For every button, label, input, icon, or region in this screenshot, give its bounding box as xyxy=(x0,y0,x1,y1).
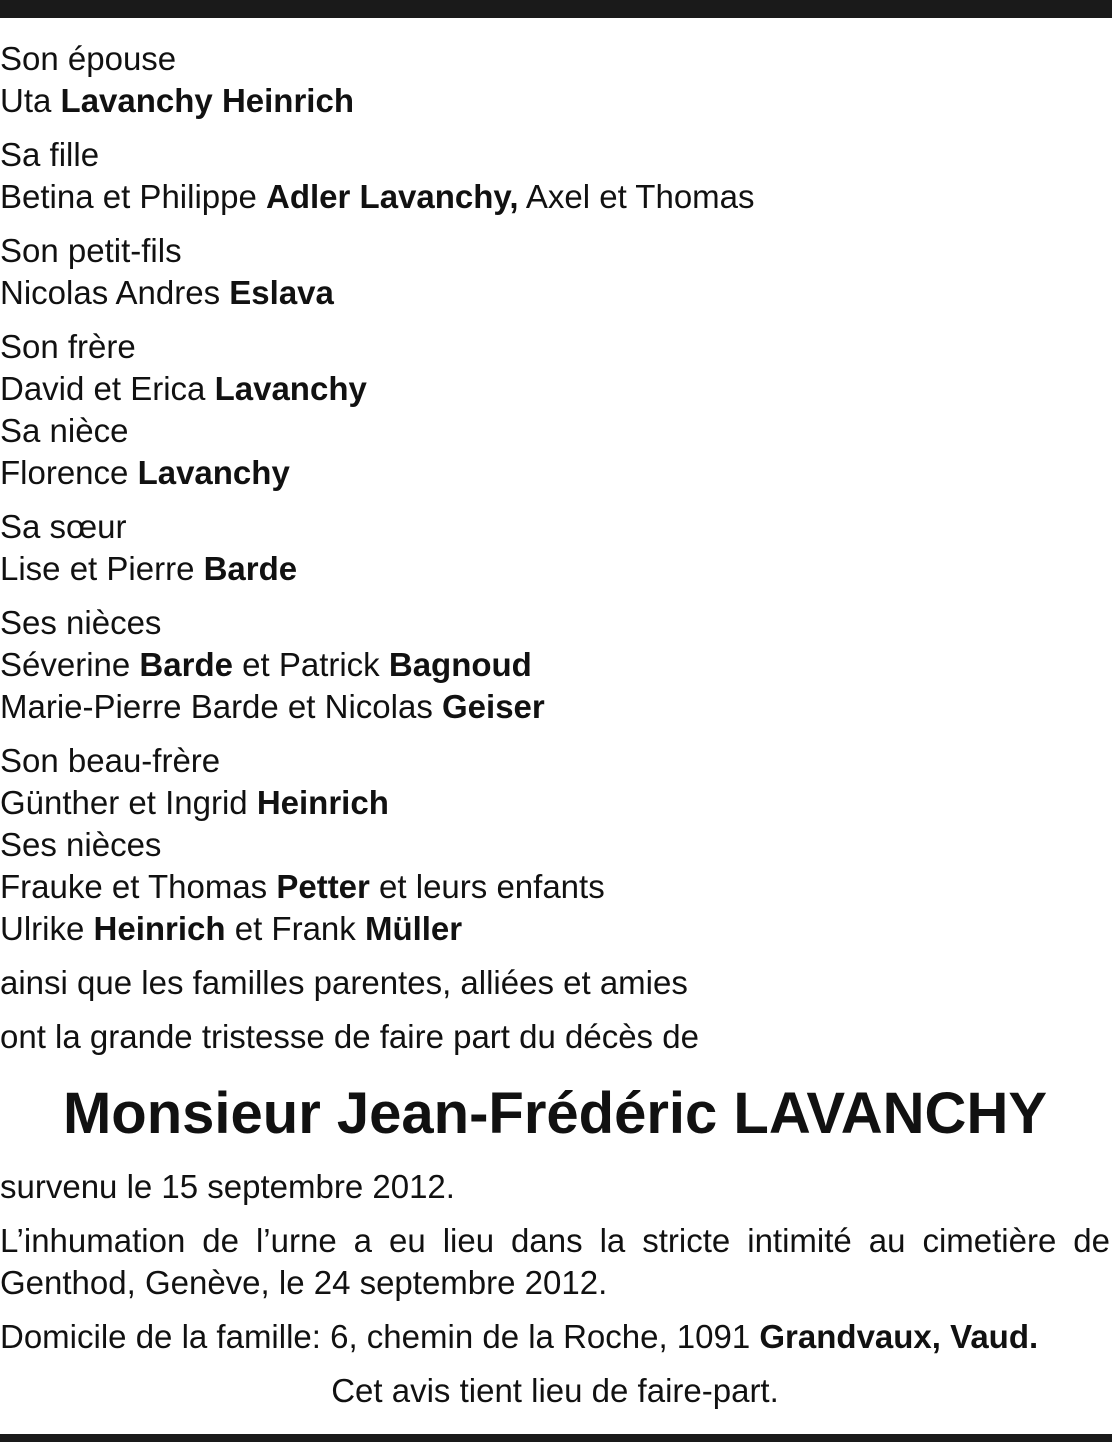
bottom-rule xyxy=(0,1434,1112,1442)
family-name: Adler Lavanchy, xyxy=(266,178,519,215)
family-group xyxy=(0,134,1110,218)
person-line xyxy=(0,452,1110,494)
family-name: Müller xyxy=(364,910,463,947)
relation-label: Son beau-frère xyxy=(0,742,221,779)
family-list xyxy=(0,38,1110,950)
relation-label: Sa nièce xyxy=(0,412,129,449)
given-names: Frauke et Thomas xyxy=(0,868,277,905)
family-name: Petter xyxy=(276,868,370,905)
person-line xyxy=(0,908,1110,950)
family-group xyxy=(0,38,1110,122)
family-name: Heinrich xyxy=(93,910,226,947)
family-name: Lavanchy xyxy=(137,454,290,491)
death-notice xyxy=(0,38,1110,1424)
given-names: et Patrick xyxy=(232,646,389,683)
family-name: Eslava xyxy=(229,274,334,311)
family-name: Geiser xyxy=(442,688,545,725)
deceased-name: Monsieur Jean-Frédéric LAVANCHY xyxy=(62,1081,1048,1146)
person-line xyxy=(0,176,1110,218)
family-group xyxy=(0,326,1110,494)
relation-label: Son petit-fils xyxy=(0,232,182,269)
given-names: et Frank xyxy=(225,910,365,947)
relation-label: Ses nièces xyxy=(0,604,162,641)
domicile-place: Grandvaux, Vaud. xyxy=(759,1318,1039,1355)
given-names: Axel et Thomas xyxy=(518,178,755,215)
given-names: Séverine xyxy=(0,646,140,683)
person-line xyxy=(0,272,1110,314)
footer-note: Cet avis tient lieu de faire-part. xyxy=(331,1372,779,1409)
given-names: Ulrike xyxy=(0,910,94,947)
announcement-line: ont la grande tristesse de faire part du décès de xyxy=(0,1018,699,1055)
given-names: Nicolas Andres xyxy=(0,274,230,311)
domicile-line xyxy=(0,1316,1110,1358)
family-name: Bagnoud xyxy=(388,646,532,683)
person-line xyxy=(0,644,1110,686)
family-name: Barde xyxy=(203,550,298,587)
family-name: Heinrich xyxy=(256,784,389,821)
family-group xyxy=(0,602,1110,728)
given-names: Florence xyxy=(0,454,138,491)
family-name: Barde xyxy=(139,646,233,683)
given-names: Uta xyxy=(0,82,61,119)
person-line xyxy=(0,686,1110,728)
family-group xyxy=(0,740,1110,950)
relation-label: Sa sœur xyxy=(0,508,127,545)
family-group xyxy=(0,506,1110,590)
person-line xyxy=(0,866,1110,908)
person-line xyxy=(0,548,1110,590)
family-name: Lavanchy xyxy=(214,370,367,407)
given-names: Betina et Philippe xyxy=(0,178,267,215)
given-names: David et Erica xyxy=(0,370,215,407)
person-line xyxy=(0,782,1110,824)
burial-paragraph: L’inhumation de l’urne a eu lieu dans la stricte intimité au cimetière de Genthod, Genève, le 24 septembre 2012. xyxy=(0,1222,1110,1301)
given-names: et leurs enfants xyxy=(369,868,605,905)
person-line xyxy=(0,80,1110,122)
given-names: Günther et Ingrid xyxy=(0,784,257,821)
domicile-label: Domicile de la famille: 6, chemin de la Roche, 1091 xyxy=(0,1318,760,1355)
relation-label: Son épouse xyxy=(0,40,177,77)
relation-label: Son frère xyxy=(0,328,136,365)
relation-label: Ses nièces xyxy=(0,826,162,863)
family-name: Lavanchy Heinrich xyxy=(60,82,354,119)
given-names: Marie-Pierre Barde et Nicolas xyxy=(0,688,442,725)
family-group xyxy=(0,230,1110,314)
person-line xyxy=(0,368,1110,410)
death-date-line: survenu le 15 septembre 2012. xyxy=(0,1168,455,1205)
top-rule xyxy=(0,0,1112,18)
families-line: ainsi que les familles parentes, alliées et amies xyxy=(0,964,688,1001)
given-names: Lise et Pierre xyxy=(0,550,204,587)
relation-label: Sa fille xyxy=(0,136,100,173)
